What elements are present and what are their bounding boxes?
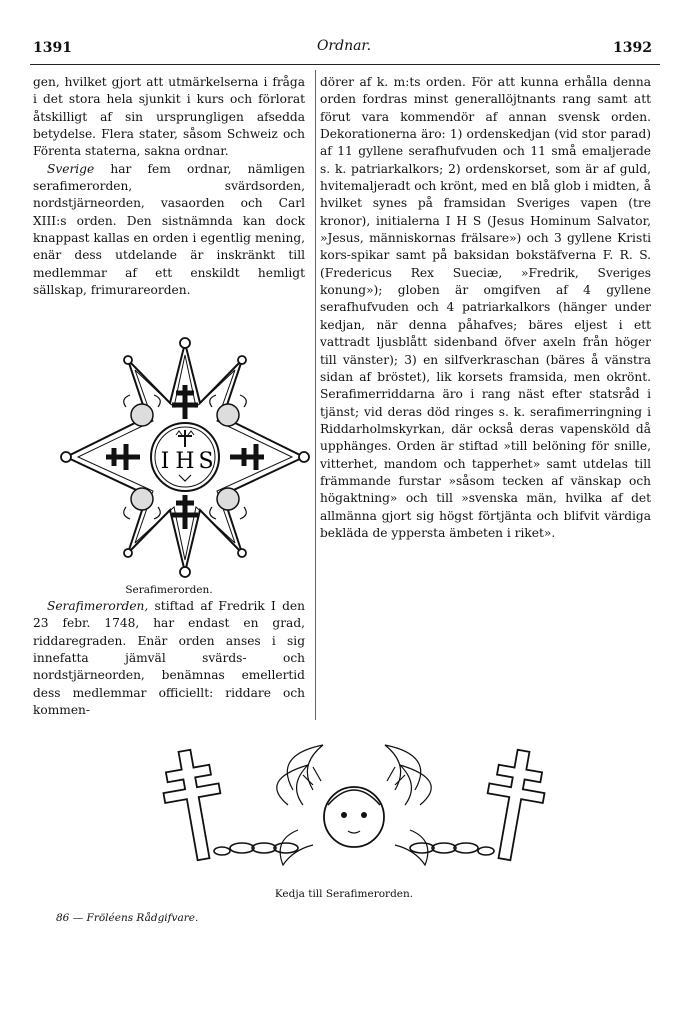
page-number-right: 1392	[613, 40, 652, 56]
paragraph-intro: gen, hvilket gjort att utmärkelserna i fråga i det stora hela sjunkit i kurs och förlorat åtskilligt af sin ursprungligen afsedda betydelse. Flera stater, såsom Schweiz och Förenta staterna, sakna ordnar.	[33, 75, 305, 159]
star-letter-h: H	[175, 449, 195, 474]
column-divider	[315, 70, 316, 720]
paragraph-decorations: dörer af k. m:ts orden. För att kunna erhålla denna orden fordras minst generallöjtnants rang samt att förut vara kommendör af annan svensk orden. Dekorationerna äro: 1) ordenskedjan (vid stor parad) af 11 gyllene serafhufvuden och 11 små emaljerade s. k. patriarkalkors; 2) ordenskorset, som är af guld, hvitemaljeradt och krönt, med en blå glob i midten, å hvilket synes på framsidan Sveriges vapen (tre kronor), initialerna I H S (Jesus Hominum Salvator, »Jesus, människornas frälsare») och 3 gyllene Kristi kors-spikar samt på baksidan bokstäfverna F. R. S. (Fredericus Rex Sueciæ, »Fredrik, Sveriges konung»); globen är omgifven af 4 gyllene serafhufvuden och 4 patriarkalkors (hänger under kedjan, när denna påhafves; bäres eljest i ett vattradt ljusblått sidenband öfver axeln från höger till vänster); 3) en silfverkraschan (bäres å vänstra sidan af bröstet), lik korsets framsida, men okrönt. Serafimerriddarna äro i rang näst efter statsråd i tjänst; vid deras död ringes s. k. serafimerringning i Riddarholmskyrkan, där också deras vapensköld då upphänges. Orden är stiftad »till belöning för snille, vitterhet, mandom och tapperhet» samt utdelas till främmande furstar »såsom tecken af vänskap och högaktning» och till »svenska män, hvilka af det allmänna gjort sig högst förtjänta och blifvit värdiga bekläda de yppersta ämbeten i riket».	[320, 75, 651, 540]
left-column-text	[33, 74, 305, 299]
left-column-text-bottom	[33, 598, 305, 719]
seraphim-chain-illustration	[138, 735, 570, 885]
right-column-text	[320, 74, 651, 542]
seraphim-order-star-illustration	[60, 335, 310, 580]
paragraph-sverige	[33, 161, 305, 300]
sverige-text: har fem ordnar, nämligen serafimerorden, svärdsorden, nordstjärneorden, vasaorden och Carl XIII:s orden. Den sistnämnda kan dock knappast kallas en orden i egentlig mening, enär dess utdelande är inskränkt till medlemmar af ett enskildt hemligt sällskap, frimurareorden.	[33, 161, 305, 298]
page-footer: 86 — Fröléens Rådgifvare.	[56, 912, 199, 924]
figure-caption-chain: Kedja till Serafimerorden.	[274, 888, 414, 900]
star-letter-i: I	[160, 449, 170, 474]
header-rule	[30, 64, 660, 65]
page-number-left: 1391	[33, 40, 72, 56]
serafimerorden-text: stiftad af Fredrik I den 23 febr. 1748, har endast en grad, riddaregraden. Enär orden anses i sig innefatta jämväl svärds- och nordstjärneorden, benämnas emellertid dess medlemmar officiellt: riddare och kommen-	[33, 599, 305, 718]
star-letter-s: S	[198, 449, 214, 474]
figure-caption-star: Serafimerorden.	[125, 584, 213, 596]
paragraph-serafimerorden	[33, 598, 305, 719]
running-title: Ordnar.	[316, 38, 372, 54]
serafimerorden-lead: Serafimerorden,	[47, 599, 149, 613]
sverige-lead: Sverige	[47, 161, 95, 176]
